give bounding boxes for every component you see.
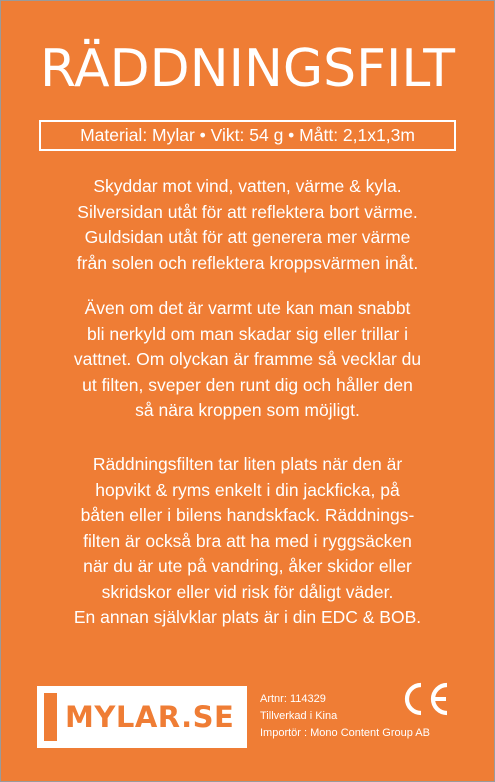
description-paragraph-3 [11, 452, 484, 631]
text-line: skridskor eller vid risk för dåligt väder. [101, 581, 394, 602]
description-paragraph-1 [11, 174, 484, 276]
text-line: Guldsidan utåt för att generera mer värme [84, 227, 411, 247]
text-line: bli nerkyld om man skadar sig eller trillar i [87, 323, 408, 344]
spec-box [39, 120, 456, 151]
logo-accent-bar [44, 693, 57, 741]
spec-text: Material: Mylar • Vikt: 54 g • Mått: 2,1x1,3m [80, 125, 415, 145]
importer: Importör : Mono Content Group AB [260, 727, 430, 739]
text-line: En annan självklar plats är i din EDC & BOB. [73, 607, 422, 627]
description-paragraph-2 [11, 296, 484, 424]
text-line: Silversidan utåt för att reflektera bort värme. [77, 201, 418, 222]
text-line: så nära kroppen som möjligt. [135, 400, 360, 420]
text-line: filten är också bra att ha med i ryggsäcken [83, 530, 412, 551]
article-number: Artnr: 114329 [260, 693, 326, 705]
made-in: Tillverkad i Kina [260, 710, 338, 722]
brand-logo [37, 686, 247, 748]
ce-mark-icon [399, 679, 451, 719]
logo-text: MYLAR.SE [65, 700, 235, 734]
text-line: vattnet. Om olyckan är framme så vecklar du [73, 349, 422, 369]
text-line: Räddningsfilten tar liten plats när den är [92, 454, 403, 474]
text-line: båten eller i bilens handskfack. Räddnings- [80, 505, 415, 525]
text-line: från solen och reflektera kroppsvärmen inåt. [76, 252, 419, 273]
text-line: Även om det är varmt ute kan man snabbt [84, 298, 411, 318]
text-line: ut filten, sveper den runt dig och håller den [82, 374, 413, 395]
text-line: hopvikt & ryms enkelt i din jackficka, på [95, 479, 400, 500]
text-line: Skyddar mot vind, vatten, värme & kyla. [93, 176, 402, 196]
text-line: när du är ute på vandring, åker skidor eller [83, 556, 412, 576]
page-title: RÄDDNINGSFILT [40, 39, 455, 99]
